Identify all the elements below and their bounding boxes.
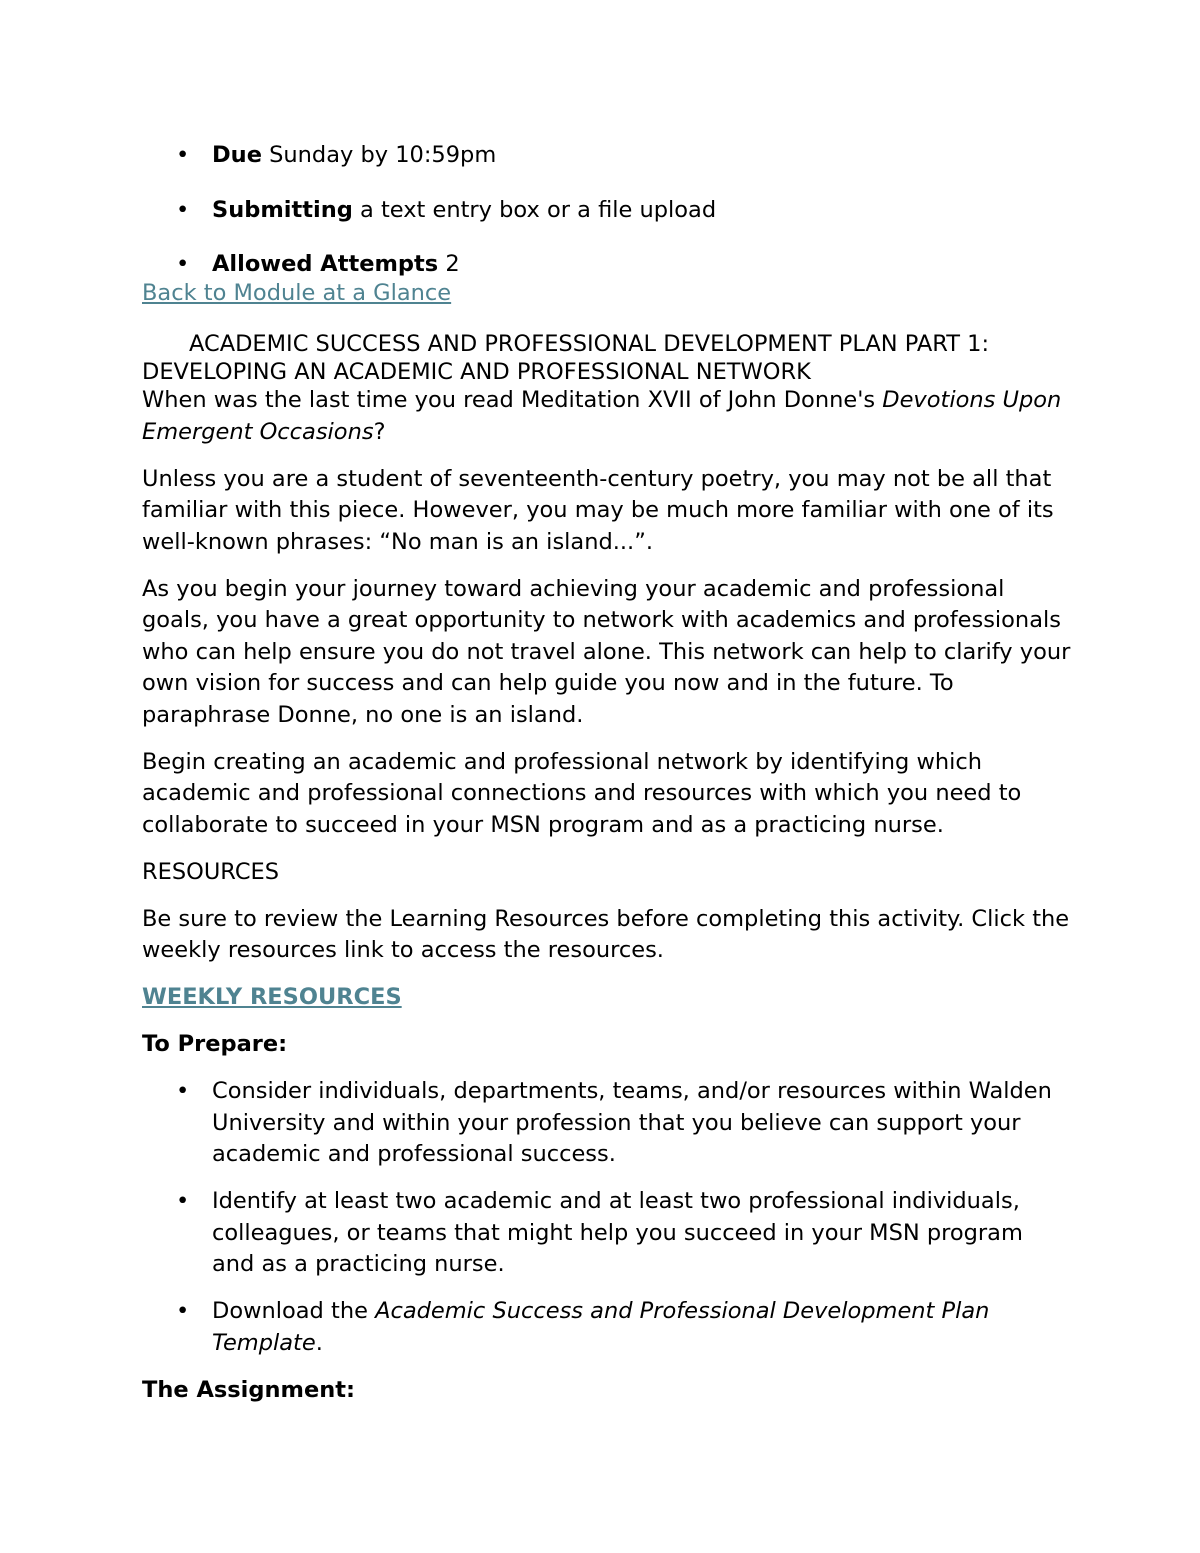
paragraph: Unless you are a student of seventeenth-century poetry, you may not be all that familiar with this piece. However, you may be much more familiar with one of its well-known phrases: “No man is an island...”. [142,465,1054,555]
intro-book-title: Devotions Upon Emergent Occasions [142,387,1062,445]
intro-paragraph [142,385,1072,448]
resources-heading: RESOURCES [142,858,280,885]
resources-text: Be sure to review the Learning Resources before completing this activity. Click the weekly resources link to access the resources. [142,905,1070,963]
template-title: Academic Success and Professional Development Plan Template [212,1298,990,1356]
attempts-value: 2 [445,251,460,277]
download-text: Download the [212,1298,376,1324]
list-item-text: Consider individuals, departments, teams, and/or resources within Walden University and within your profession that you believe can support your academic and professional success. [212,1078,1052,1167]
weekly-resources-link[interactable]: WEEKLY RESOURCES [142,984,402,1010]
submitting-item [142,193,716,227]
list-item-text: Identify at least two academic and at least two professional individuals, colleagues, or teams that might help you succeed in your MSN program and as a practicing nurse. [212,1188,1023,1277]
bullet-icon: • [176,1298,190,1324]
due-item [142,138,716,172]
list-item [142,1186,1072,1281]
bullet-icon: • [176,196,190,223]
paragraph: Begin creating an academic and professional network by identifying which academic and professional connections and resources with which you need to collaborate to succeed in your MSN program and as a practicing nurse. [142,748,1022,838]
due-value: Sunday by 10:59pm [269,142,497,168]
bullet-icon: • [176,251,190,277]
page-title: ACADEMIC SUCCESS AND PROFESSIONAL DEVELOPMENT PLAN PART 1: DEVELOPING AN ACADEMIC AND PROFESSIONAL NETWORK [142,331,990,385]
bullet-icon: • [176,1188,190,1214]
submitting-label: Submitting [212,196,353,223]
weekly-resources-paragraph [142,982,1072,1014]
paragraph: As you begin your journey toward achieving your academic and professional goals, you have a great opportunity to network with academics and professionals who can help ensure you do not travel alone. This network can help to clarify your own vision for success and can help guide you now and in the future. To paraphrase Donne, no one is an island. [142,575,1071,728]
download-end: . [315,1329,323,1356]
assignment-heading: The Assignment: [142,1376,355,1403]
bullet-icon: • [176,142,190,168]
assignment-body [142,385,1072,1422]
list-item [142,1076,1072,1171]
to-prepare-heading: To Prepare: [142,1031,288,1057]
intro-text: When was the last time you read Meditation XVII of John Donne's [142,387,883,413]
list-item [142,1296,1072,1359]
back-to-module-link[interactable]: Back to Module at a Glance [142,280,452,306]
prepare-list [142,1076,1072,1359]
intro-end: ? [373,418,386,445]
due-label: Due [212,142,262,168]
submitting-value: a text entry box or a file upload [360,196,717,223]
bullet-icon: • [176,1078,190,1104]
assignment-meta-list [142,138,716,281]
attempts-label: Allowed Attempts [212,251,439,277]
attempts-item [142,247,716,281]
